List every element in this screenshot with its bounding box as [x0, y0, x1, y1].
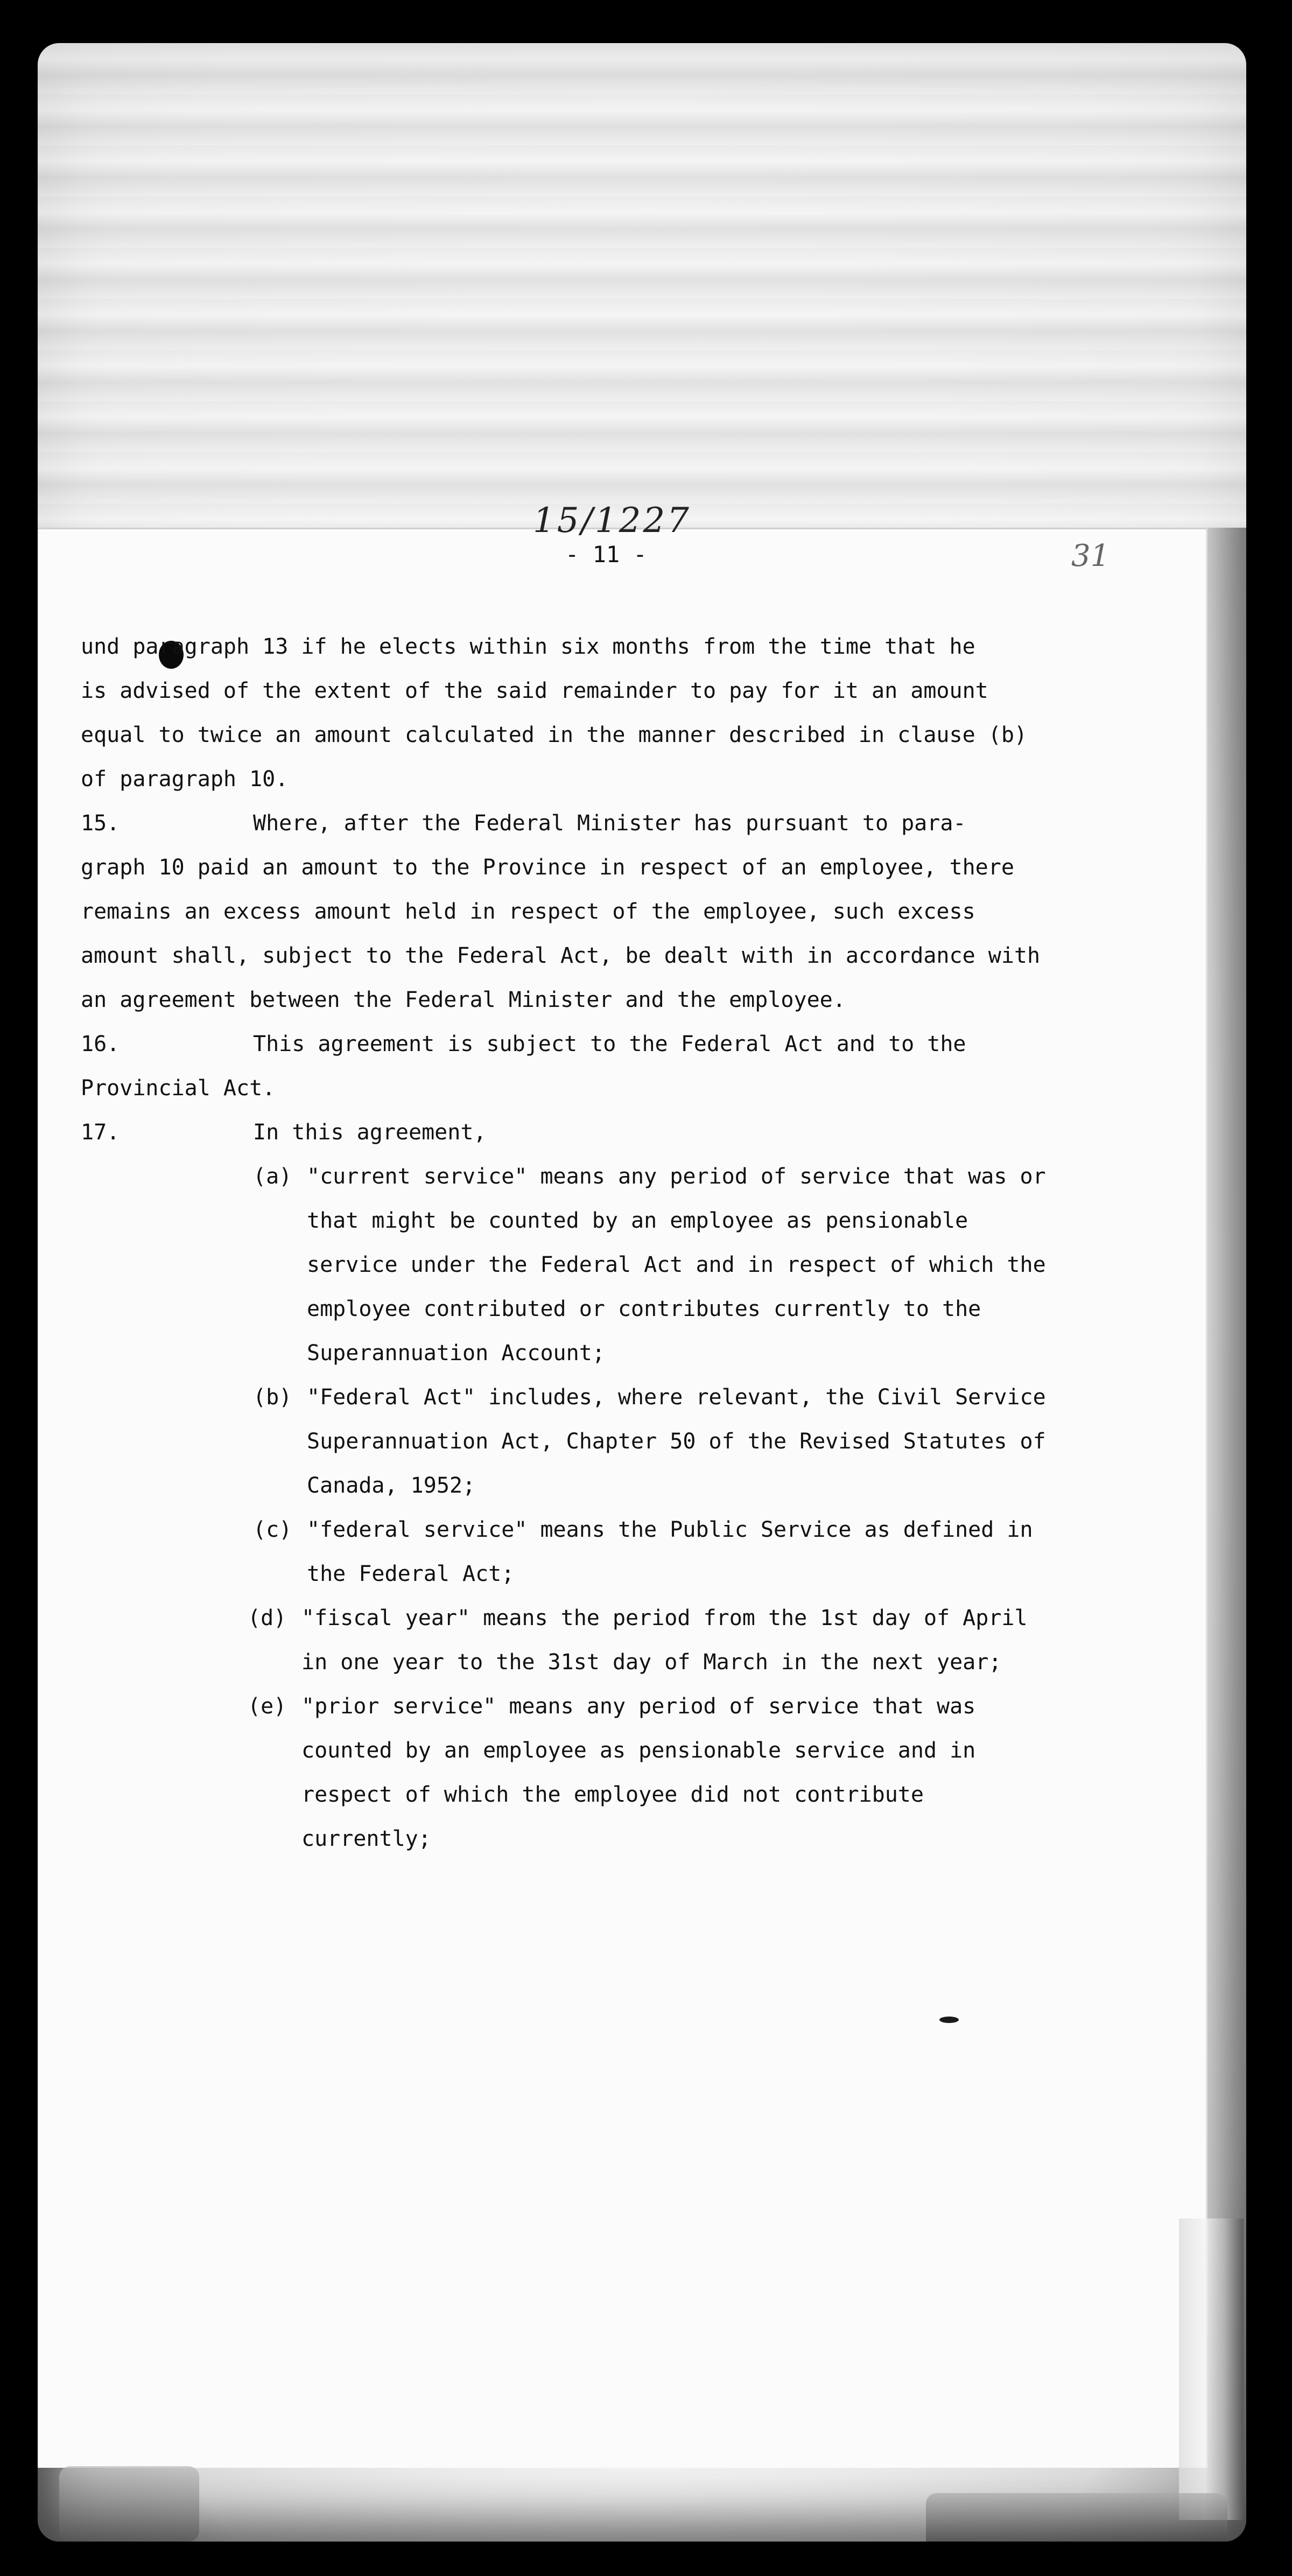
text-line: "federal service" means the Public Service as defined in	[307, 1517, 1033, 1542]
text-line: Provincial Act.	[81, 1076, 276, 1101]
torn-edge	[1179, 2218, 1244, 2520]
text-line: In this agreement,	[253, 1120, 487, 1145]
text-line: This agreement is subject to the Federal Act and to the	[253, 1032, 966, 1056]
text-line: of paragraph 10.	[81, 767, 289, 792]
text-line: respect of which the employee did not contribute	[301, 1782, 924, 1807]
definition-label: (b)	[253, 1385, 292, 1410]
document-body	[81, 625, 1147, 1861]
scan-shadow-left	[59, 2466, 199, 2542]
text-line: remains an excess amount held in respect of the employee, such excess	[81, 899, 975, 924]
text-line: service under the Federal Act and in respect of which the	[307, 1252, 1046, 1277]
text-line: the Federal Act;	[307, 1562, 515, 1586]
text-line: "fiscal year" means the period from the 1st day of April	[301, 1606, 1028, 1630]
text-line: Where, after the Federal Minister has pursuant to para-	[253, 811, 966, 836]
definition-label: (d)	[248, 1606, 287, 1630]
definition-a	[81, 1154, 1147, 1375]
paragraph-16	[81, 1022, 1147, 1110]
definition-e	[81, 1684, 1147, 1861]
text-line: Superannuation Act, Chapter 50 of the Revised Statutes of	[307, 1429, 1046, 1454]
continuation-paragraph	[81, 625, 1147, 801]
corner-mark: 31	[1071, 538, 1110, 573]
paragraph-number: 15.	[81, 811, 120, 836]
definition-label: (e)	[248, 1694, 287, 1719]
text-line: "current service" means any period of service that was or	[307, 1164, 1046, 1189]
text-line: an agreement between the Federal Minister and the employee.	[81, 988, 846, 1012]
text-line: currently;	[301, 1826, 431, 1851]
text-line: und paragraph 13 if he elects within six months from the time that he	[81, 634, 975, 659]
text-line: Canada, 1952;	[307, 1473, 476, 1498]
text-line: equal to twice an amount calculated in the manner described in clause (b)	[81, 723, 1027, 747]
scan-shadow-right	[926, 2493, 1227, 2542]
paragraph-number: 16.	[81, 1032, 120, 1056]
definition-label: (c)	[253, 1517, 292, 1542]
handwritten-reference: 15/1227	[533, 501, 691, 541]
text-line: counted by an employee as pensionable service and in	[301, 1738, 976, 1763]
text-line: Superannuation Account;	[307, 1341, 605, 1366]
text-line: is advised of the extent of the said remainder to pay for it an amount	[81, 678, 988, 703]
text-line: "prior service" means any period of service that was	[301, 1694, 976, 1719]
text-line: graph 10 paid an amount to the Province in respect of an employee, there	[81, 855, 1014, 880]
definition-b	[81, 1375, 1147, 1508]
paragraph-17	[81, 1110, 1147, 1861]
text-line: in one year to the 31st day of March in the next year;	[301, 1650, 1002, 1675]
text-line: that might be counted by an employee as pensionable	[307, 1208, 968, 1233]
definition-d	[81, 1596, 1147, 1684]
page-number: - 11 -	[565, 541, 647, 568]
ink-smudge	[939, 2017, 959, 2023]
paragraph-number: 17.	[81, 1120, 120, 1145]
text-line: amount shall, subject to the Federal Act, be dealt with in accordance with	[81, 943, 1041, 968]
paragraph-15	[81, 801, 1147, 1022]
definition-label: (a)	[253, 1164, 292, 1189]
definition-c	[81, 1508, 1147, 1596]
text-line: "Federal Act" includes, where relevant, the Civil Service	[307, 1385, 1046, 1410]
text-line: employee contributed or contributes currently to the	[307, 1297, 981, 1321]
top-blank-strip	[38, 43, 1246, 528]
